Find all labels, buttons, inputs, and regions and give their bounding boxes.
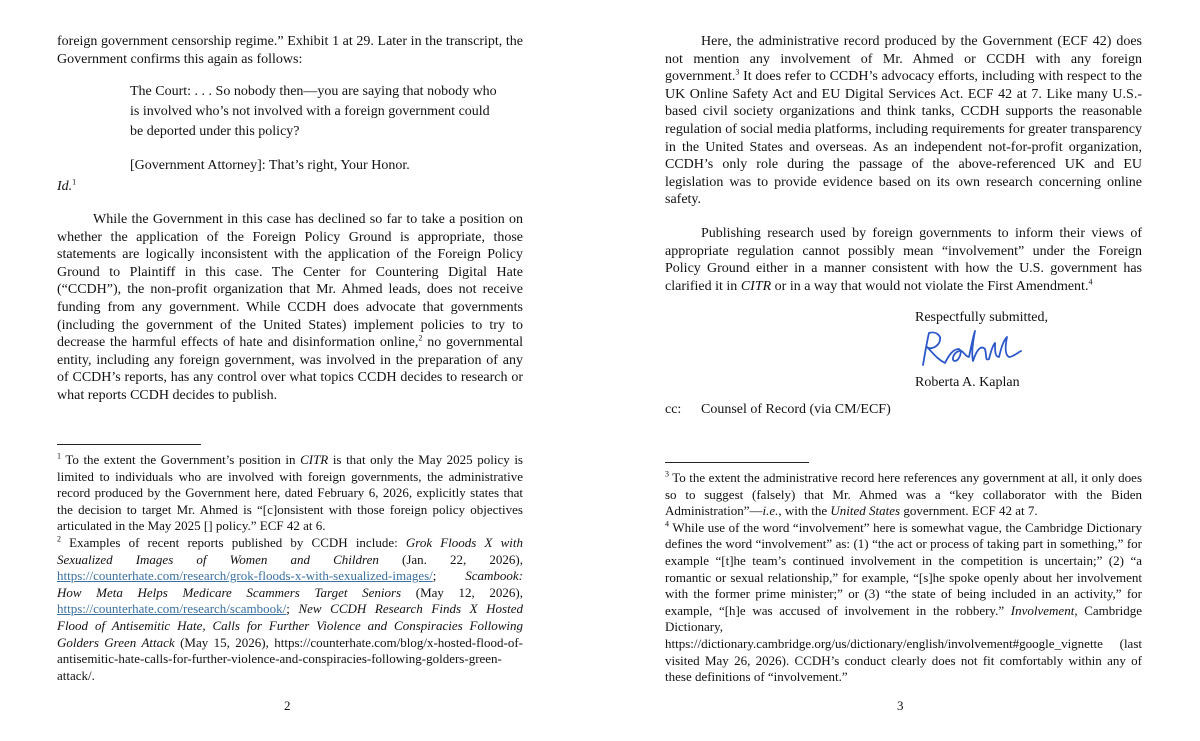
paragraph-record: Here, the administrative record produced by the Government (ECF 42) does not mention any involvement of Mr. Ahmed or CCDH with any foreign government.$^3$ It does refer to CCDH’s advocacy efforts, including with respect to the UK Online Safety Act and EU Digital Services Act. ECF 42 at 7. Like many U.S.-based civil society organizations and think tanks, CCDH supports the reasonable regulation of social media platforms, including requirements for greater transparency in the United States and overseas. As an independent not-for-profit organization, CCDH’s only role during the passage of the above-referenced UK and EU legislation was to provide evidence based on its own research concerning online safety. — [665, 34, 1142, 208]
footnote-divider — [665, 462, 809, 463]
signer-name: Roberta A. Kaplan — [915, 375, 1020, 390]
footnotes-right — [665, 470, 1142, 686]
page-2 — [0, 0, 590, 741]
report-title-golders-green: New CCDH Research Finds X Hosted Flood of Antisemitic Hate, Calls for Further Violence and Conspiracies Following Golders Green Attack — [57, 601, 523, 650]
page-3 — [610, 0, 1200, 741]
id-citation — [57, 178, 523, 196]
report-title-scambook: Scambook: How Meta Helps Medicare Scammers Target Seniors — [57, 568, 523, 600]
body-paragraph — [57, 211, 523, 405]
footnote-3: $^3$ To the extent the administrative record here references any government at all, it only does so to suggest (falsely) that Mr. Ahmed was a “key collaborator with the Biden Administration”—i.e., with the United States government. ECF 42 at 7. — [665, 469, 1142, 519]
id-cite: Id. — [57, 179, 73, 194]
signature-image — [915, 327, 1025, 371]
body-text-part1: While the Government in this case has declined so far to take a position on whether the application of the Foreign Policy Ground is appropriate, those statements are logically inconsistent with the application of the Foreign Policy Ground to Plaintiff in this case. The Center for Countering Digital Hate (“CCDH”), the non-profit organization that Mr. Ahmed leads, does not receive funding from any government. While CCDH does advocate that governments (including the government of the United States) implement policies to try to decrease the harmful effects of hate and disinformation online, — [57, 212, 523, 351]
quote-attorney: [Government Attorney]: That’s right, Your Honor. — [130, 158, 410, 173]
footnote-ref-2: 2 — [418, 333, 423, 343]
footnote-ref-1: 1 — [72, 177, 77, 187]
body-text-part2: no governmental entity, including any foreign government, was involved in the preparation of any of CCDH’s reports, has any control over what topics CCDH decides to research or what reports CCDH decides to publish. — [57, 335, 523, 403]
intro-text: foreign government censorship regime.” Exhibit 1 at 29. Later in the transcript, the Government confirms this again as follows: — [57, 34, 523, 67]
intro-paragraph — [57, 33, 523, 68]
paragraph-publishing: Publishing research used by foreign governments to inform their views of appropriate regulation cannot possibly mean “involvement” under the Foreign Policy Ground either in a manner consistent with how the U.S. government has clarified it in CITR or in a way that would not violate the First Amendment.$^4$ — [665, 226, 1142, 294]
page-number: 2 — [284, 698, 291, 713]
footnote-2: $^2$ Examples of recent reports published by CCDH include: Grok Floods X with Sexualized Images of Women and Children (Jan. 22, 2026), https://counterhate.com/research/grok-floods-x-with-sexualized-images/; Scambook: How Meta Helps Medicare Scammers Target Seniors (May 12, 2026), https://counterhate.com/research/scambook/; New CCDH Research Finds X Hosted Flood of Antisemitic Hate, Calls for Further Violence and Conspiracies Following Golders Green Attack (May 15, 2026), https://counterhate.com/blog/x-hosted-flood-of-antisemitic-hate-calls-for-further-violence-and-conspiracies-following-golders-green-attack/. — [57, 534, 523, 683]
footnote-ref-3: 3 — [735, 67, 740, 77]
cc-label: cc: — [665, 402, 682, 417]
block-quote — [130, 82, 500, 176]
footnote-ref-4: 4 — [1088, 277, 1093, 287]
link-grok-report[interactable]: https://counterhate.com/research/grok-floods-x-with-sexualized-images/ — [57, 568, 433, 584]
footnote-1: $^1$ To the extent the Government’s position in CITR is that only the May 2025 policy is limited to individuals who are involved with foreign governments, the administrative record produced by the Government here, dated February 6, 2026, explicitly states that the decision to target Mr. Ahmed is “[c]onsistent with those foreign policy objectives articulated in the May 2025 [] policy.” ECF 42 at 6. — [57, 451, 523, 534]
footnotes-left — [57, 452, 523, 684]
cc-text: Counsel of Record (via CM/ECF) — [701, 402, 891, 417]
link-scambook-report[interactable]: https://counterhate.com/research/scambook/ — [57, 601, 287, 617]
closing: Respectfully submitted, — [915, 310, 1048, 325]
report-title-grok: Grok Floods X with Sexualized Images of Women and Children — [57, 534, 523, 567]
footnote-4: $^4$ While use of the word “involvement” here is somewhat vague, the Cambridge Dictionary defines the word “involvement” as: (1) “the act or process of taking part in something,” for example “[t]he team’s continued involvement in the competition is uncertain;” (2) “a romantic or sexual relationship,” for example, “[s]he spoke openly about her involvement with the former prime minister;” or (3) “the state of being included in an activity,” for example, “[h]e was accused of involvement in the robbery.” Involvement, Cambridge Dictionary, https://dictionary.cambridge.org/us/dictionary/english/involvement#google_vignette (last visited May 26, 2026). CCDH’s conduct clearly does not fit comfortably within any of these definitions of “involvement.” — [665, 519, 1142, 685]
footnote-divider — [57, 444, 201, 445]
quote-court: The Court: . . . So nobody then—you are saying that nobody who is involved who’s not involved with a foreign government could be deported under this policy? — [130, 84, 497, 139]
page-number: 3 — [897, 698, 904, 713]
